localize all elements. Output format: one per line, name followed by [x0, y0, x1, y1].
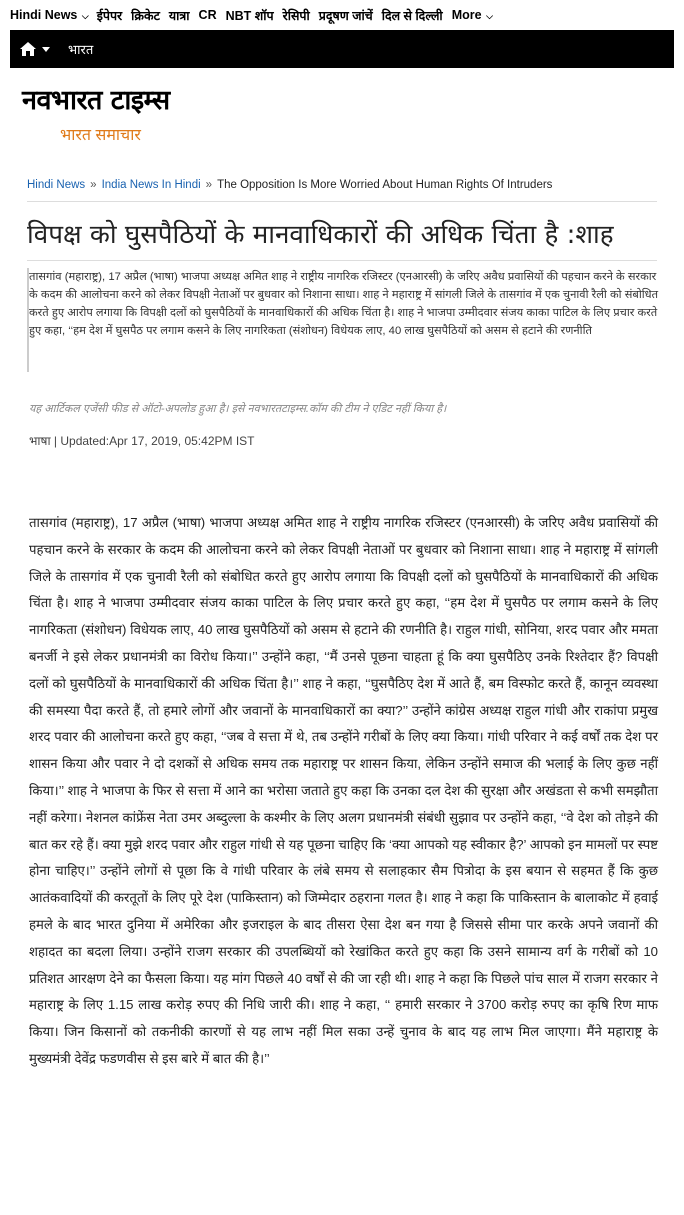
breadcrumb-separator: »	[205, 179, 213, 191]
article-summary-box	[27, 268, 663, 372]
home-button[interactable]	[10, 30, 60, 68]
chevron-down-icon: ⌵	[483, 11, 493, 21]
nav-dil-se-dilli[interactable]: दिल से दिल्ली	[381, 8, 443, 23]
breadcrumb-india-news[interactable]: India News In Hindi	[101, 179, 201, 191]
divider	[27, 260, 657, 261]
breadcrumb-current: The Opposition Is More Worried About Human Rights Of Intruders	[217, 179, 553, 191]
article-byline: भाषा | Updated:Apr 17, 2019, 05:42PM IST	[29, 434, 255, 448]
nav-travel[interactable]: यात्रा	[168, 8, 190, 23]
masthead	[10, 68, 674, 168]
section-title: भारत समाचार	[60, 127, 141, 144]
summary-scrollbar[interactable]	[27, 268, 29, 372]
divider	[27, 201, 657, 202]
nav-recipe[interactable]: रेसिपी	[282, 8, 310, 23]
nav-epaper[interactable]: ईपेपर	[96, 8, 123, 23]
site-logo[interactable]: नवभारत टाइम्स	[22, 85, 170, 116]
chevron-down-icon: ⌵	[79, 11, 89, 21]
home-icon	[18, 40, 52, 58]
section-bar	[10, 30, 674, 68]
breadcrumb	[27, 179, 552, 191]
breadcrumb-separator: »	[90, 179, 97, 191]
top-nav	[0, 0, 684, 30]
article-summary: तासगांव (महाराष्ट्र), 17 अप्रैल (भाषा) भाजपा अध्यक्ष अमित शाह ने राष्ट्रीय नागरिक रजिस्टर (एनआरसी) के जरिए अवैध प्रवासियों की पहचान करने के सरकार के कदम की आलोचना करने को लेकर विपक्षी नेताओं पर बुधवार को निशाना साधा। शाह ने महाराष्ट्र में सांगली जिले के तासगांव में एक चुनावी रैली को संबोधित करते हुए आरोप लगाया कि विपक्षी दलों को घुसपैठियों के मानवाधिकारों की अधिक चिंता है। शाह ने भाजपा उम्मीदवार संजय काका पाटिल के लिए प्रचार करते हुए कहा, ‘‘हम देश में घुसपैठ पर लगाम कसने के लिए नागरिकता (संशोधन) विधेयक लाए, 40 लाख घुसपैठियों को असम से हटाने की रणनीति	[29, 271, 659, 337]
article-body: तासगांव (महाराष्ट्र), 17 अप्रैल (भाषा) भाजपा अध्यक्ष अमित शाह ने राष्ट्रीय नागरिक रजिस्टर (एनआरसी) के जरिए अवैध प्रवासियों की पहचान करने के सरकार के कदम की आलोचना करने को लेकर विपक्षी नेताओं पर बुधवार को निशाना साधा। शाह ने महाराष्ट्र में सांगली जिले के तासगांव में एक चुनावी रैली को संबोधित करते हुए आरोप लगाया कि विपक्षी दलों को घुसपैठियों के मानवाधिकारों की अधिक चिंता है। शाह ने भाजपा उम्मीदवार संजय काका पाटिल के लिए प्रचार करते हुए कहा, ‘‘हम देश में घुसपैठ पर लगाम कसने के लिए नागरिकता (संशोधन) विधेयक लाए, 40 लाख घुसपैठियों को असम से हटाने की रणनीति है। राहुल गांधी, सोनिया, शरद पवार और ममता बनर्जी ने इसे लेकर प्रधानमंत्री का विरोध किया।’’ उन्होंने कहा, ‘‘मैं उनसे पूछना चाहता हूं कि क्या घुसपैठिए उनके रिश्तेदार हैं? विपक्षी दलों को घुसपैठियों के मानवाधिकारों की अधिक चिंता है।’’ शाह ने कहा, ‘‘घुसपैठिए देश में आते हैं, बम विस्फोट करते हैं, कानून व्यवस्था की समस्या पैदा करते हैं, तो हमारे लोगों और जवानों के मानवाधिकारों का क्या?’’ उन्होंने कांग्रेस अध्यक्ष राहुल गांधी और राकांपा प्रमुख शरद पवार की आलोचना करते हुए कहा, ‘‘जब वे सत्ता में थे, तब उन्होंने गरीबों के लिए क्या किया। गांधी परिवार ने कई वर्षों तक देश पर शासन किया और पवार ने दो दशकों से अधिक समय तक महाराष्ट्र पर शासन किया, लेकिन उन्होंने समाज की भलाई के लिए कुछ नहीं किया।’’ शाह ने भाजपा के फिर से सत्ता में आने का भरोसा जताते हुए कहा कि उनका दल देश की सुरक्षा और अखंडता से कभी समझौता नहीं करेगा। नेशनल कांफ्रेंस नेता उमर अब्दुल्ला के कश्मीर के लिए अलग प्रधानमंत्री संबंधी सुझाव पर उन्होंने कहा, ‘‘वे देश को तोड़ने की बात कर रहे हैं। क्या मुझे शरद पवार और राहुल गांधी से यह पूछना चाहिए कि ‘क्या आपको यह स्वीकार है?’ आपको इन मामलों पर स्पष्ट होना चाहिए।’’ उन्होंने लोगों से पूछा कि वे गांधी परिवार के लंबे समय से सलाहकार सैम पित्रोदा के इस बयान से सहमत हैं कि कुछ आतंकवादियों की करतूतों के लिए पूरे देश (पाकिस्तान) को जिम्मेदार ठहराना गलत है। शाह ने कहा कि पाकिस्तान के बालाकोट में हवाई हमले के बाद भारत दुनिया में अमेरिका और इजराइल के बाद तीसरा ऐसा देश बन गया है जिससे सीमा पार करके अपने जवानों की शहादत का बदला लिया। उन्होंने राजग सरकार की उपलब्धियों को रेखांकित करते हुए कहा कि उसने सामान्य वर्ग के गरीबों को 10 प्रतिशत आरक्षण देने का फैसला किया। यह मांग पिछले 40 वर्षों से की जा रही थी। शाह ने कहा कि पिछले पांच साल में राजग सरकार ने महाराष्ट्र के लिए 1.15 लाख करोड़ रुपए की निधि जारी की। शाह ने कहा, ‘‘ हमारी सरकार ने 3700 करोड़ रुपए का कृषि रिण माफ किया। जिन किसानों को तकनीकी कारणों से यह लाभ नहीं मिल सका उन्हें चुनाव के बाद यह लाभ मिल जाएगा। मैंने महाराष्ट्र के मुख्यमंत्री देवेंद्र फडणवीस से इस बारे में बात की है।’’	[29, 515, 658, 1066]
nav-cr[interactable]: CR	[198, 8, 217, 22]
breadcrumb-hindi-news[interactable]: Hindi News	[27, 179, 86, 191]
article-headline: विपक्ष को घुसपैठियों के मानवाधिकारों की अधिक चिंता है :शाह	[27, 220, 614, 250]
nav-nbt-shop[interactable]: NBT शॉप	[225, 8, 274, 23]
nav-cricket[interactable]: क्रिकेट	[131, 8, 160, 23]
nav-more[interactable]: More ⌵	[451, 8, 493, 22]
agency-disclaimer: यह आर्टिकल एजेंसी फीड से ऑटो-अपलोड हुआ है। इसे नवभारतटाइम्स.कॉम की टीम ने एडिट नहीं किया है।	[29, 403, 447, 415]
nav-pollution[interactable]: प्रदूषण जांचें	[318, 8, 373, 23]
hindi-news-menu[interactable]: Hindi News ⌵	[10, 8, 89, 22]
tab-bharat[interactable]: भारत	[68, 42, 94, 57]
